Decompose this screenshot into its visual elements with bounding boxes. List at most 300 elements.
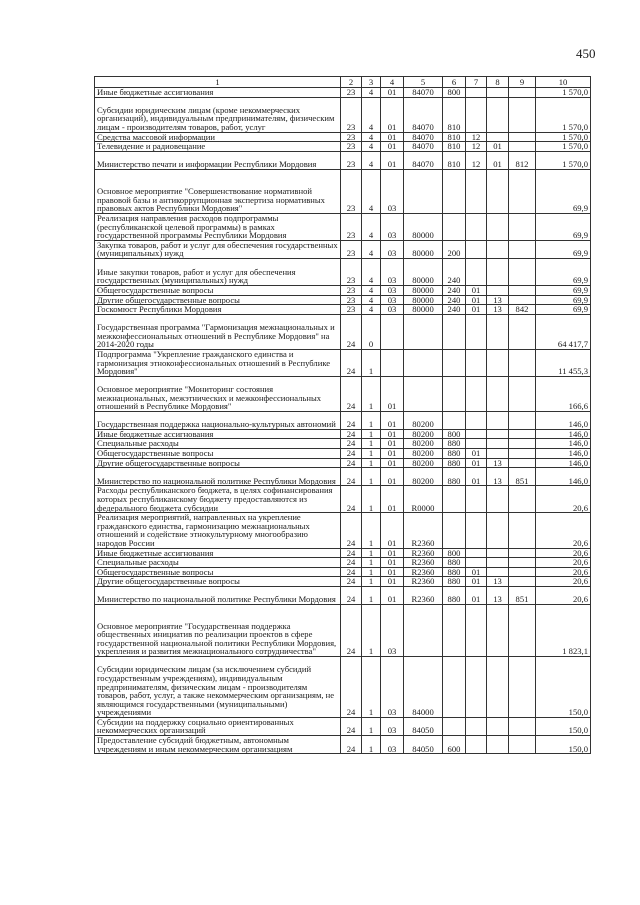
col7-value: 12	[466, 151, 487, 169]
col4-value: 03	[381, 656, 404, 717]
col2-value: 23	[341, 142, 362, 152]
amount-value: 150,0	[536, 656, 591, 717]
col7-value	[466, 411, 487, 429]
col7-value	[466, 439, 487, 449]
col8-value	[487, 240, 509, 258]
col7-value	[466, 736, 487, 754]
col7-value: 12	[466, 132, 487, 142]
col9-value	[509, 349, 536, 376]
table-row	[95, 458, 591, 468]
col7-value	[466, 717, 487, 735]
col2-value: 24	[341, 448, 362, 458]
amount-value: 166,6	[536, 376, 591, 411]
row-name: Субсидии юридическим лицам (кроме некоммерческих организаций), индивидуальным предпринимателям, физическим лицам - производителям товаров, работ, услуг	[95, 97, 341, 132]
col5-value: 80200	[404, 429, 443, 439]
col5-value	[404, 376, 443, 411]
col2-value: 24	[341, 558, 362, 568]
amount-value: 69,9	[536, 258, 591, 285]
col6-value: 880	[443, 448, 466, 458]
col2-value: 24	[341, 458, 362, 468]
col2-value: 23	[341, 285, 362, 295]
row-name: Иные бюджетные ассигнования	[95, 548, 341, 558]
table-row	[95, 586, 591, 604]
col3-value: 4	[362, 305, 381, 315]
table-row	[95, 468, 591, 486]
col9-value	[509, 429, 536, 439]
col5-value: 80200	[404, 448, 443, 458]
row-name: Основное мероприятие "Государственная поддержка общественных инициатив по реализации проектов в сфере государственной национальной политики Республики Мордовия, укрепления и развития межнационального сотрудничества"	[95, 604, 341, 656]
col4-value: 01	[381, 586, 404, 604]
col4-value: 01	[381, 513, 404, 548]
col5-value: 80200	[404, 458, 443, 468]
column-header: 10	[536, 77, 591, 88]
col6-value: 240	[443, 295, 466, 305]
col3-value: 1	[362, 558, 381, 568]
col6-value: 880	[443, 577, 466, 587]
row-name: Министерство печати и информации Республики Мордовия	[95, 151, 341, 169]
col4-value: 01	[381, 486, 404, 513]
col3-value: 4	[362, 169, 381, 213]
table-row	[95, 717, 591, 735]
col5-value: R2360	[404, 558, 443, 568]
col5-value: R2360	[404, 513, 443, 548]
col6-value: 240	[443, 305, 466, 315]
col5-value: 80200	[404, 411, 443, 429]
col3-value: 1	[362, 458, 381, 468]
col7-value: 01	[466, 285, 487, 295]
col9-value: 812	[509, 151, 536, 169]
col6-value	[443, 411, 466, 429]
amount-value: 1 570,0	[536, 151, 591, 169]
col7-value: 01	[466, 305, 487, 315]
row-name: Телевидение и радиовещание	[95, 142, 341, 152]
col5-value: R2360	[404, 586, 443, 604]
col7-value: 01	[466, 567, 487, 577]
amount-value: 20,6	[536, 548, 591, 558]
col8-value	[487, 314, 509, 349]
table-row	[95, 513, 591, 548]
col2-value: 24	[341, 376, 362, 411]
row-name: Расходы республиканского бюджета, в целях софинансирования которых республиканскому бюджету предоставляются из федерального бюджета субсидии	[95, 486, 341, 513]
col9-value	[509, 314, 536, 349]
col8-value	[487, 717, 509, 735]
col7-value: 01	[466, 458, 487, 468]
col6-value	[443, 349, 466, 376]
row-name: Иные бюджетные ассигнования	[95, 429, 341, 439]
col5-value: 84070	[404, 142, 443, 152]
col3-value: 4	[362, 97, 381, 132]
col4-value: 01	[381, 558, 404, 568]
row-name: Субсидии юридическим лицам (за исключением субсидий государственным учреждениям), индивидуальным предпринимателям, физическим лицам - производителям товаров, работ, услуг, а также некоммерческим организациям, не являющимся государственными (муниципальными) учреждениями	[95, 656, 341, 717]
col6-value: 800	[443, 88, 466, 98]
amount-value: 69,9	[536, 285, 591, 295]
amount-value: 20,6	[536, 577, 591, 587]
col6-value: 880	[443, 468, 466, 486]
row-name: Министерство по национальной политике Республики Мордовия	[95, 586, 341, 604]
table-row	[95, 169, 591, 213]
col8-value: 13	[487, 295, 509, 305]
amount-value: 20,6	[536, 586, 591, 604]
col9-value	[509, 213, 536, 240]
col4-value: 01	[381, 468, 404, 486]
col6-value	[443, 486, 466, 513]
col9-value: 842	[509, 305, 536, 315]
col9-value	[509, 285, 536, 295]
col8-value	[487, 548, 509, 558]
col7-value	[466, 604, 487, 656]
col8-value	[487, 169, 509, 213]
table-row	[95, 132, 591, 142]
col7-value	[466, 213, 487, 240]
col6-value	[443, 656, 466, 717]
table-row	[95, 97, 591, 132]
table-row	[95, 258, 591, 285]
column-header: 2	[341, 77, 362, 88]
row-name: Другие общегосударственные вопросы	[95, 577, 341, 587]
col6-value: 810	[443, 142, 466, 152]
col4-value: 01	[381, 132, 404, 142]
col5-value: 84000	[404, 656, 443, 717]
col9-value	[509, 558, 536, 568]
amount-value: 150,0	[536, 717, 591, 735]
col5-value: 84070	[404, 132, 443, 142]
col4-value: 01	[381, 151, 404, 169]
col4-value: 03	[381, 169, 404, 213]
column-header: 7	[466, 77, 487, 88]
col9-value	[509, 132, 536, 142]
col2-value: 24	[341, 586, 362, 604]
table-row	[95, 151, 591, 169]
col3-value: 1	[362, 656, 381, 717]
col9-value	[509, 736, 536, 754]
table-row	[95, 429, 591, 439]
col8-value: 13	[487, 305, 509, 315]
col6-value	[443, 169, 466, 213]
col7-value	[466, 88, 487, 98]
col4-value: 01	[381, 458, 404, 468]
row-name: Общегосударственные вопросы	[95, 448, 341, 458]
col6-value: 200	[443, 240, 466, 258]
col6-value	[443, 717, 466, 735]
col8-value	[487, 558, 509, 568]
col4-value: 01	[381, 448, 404, 458]
col5-value: R2360	[404, 577, 443, 587]
col3-value: 4	[362, 132, 381, 142]
amount-value: 69,9	[536, 295, 591, 305]
row-name: Общегосударственные вопросы	[95, 285, 341, 295]
table-row	[95, 314, 591, 349]
amount-value: 69,9	[536, 240, 591, 258]
col8-value	[487, 88, 509, 98]
col3-value: 1	[362, 567, 381, 577]
col3-value: 4	[362, 258, 381, 285]
col2-value: 24	[341, 314, 362, 349]
col5-value: 80000	[404, 240, 443, 258]
column-header: 3	[362, 77, 381, 88]
table-row	[95, 295, 591, 305]
col3-value: 1	[362, 349, 381, 376]
col8-value	[487, 513, 509, 548]
col5-value: R0000	[404, 486, 443, 513]
col6-value	[443, 213, 466, 240]
col2-value: 23	[341, 169, 362, 213]
col6-value: 810	[443, 151, 466, 169]
col3-value: 1	[362, 448, 381, 458]
col6-value: 810	[443, 132, 466, 142]
col2-value: 24	[341, 411, 362, 429]
col4-value: 03	[381, 240, 404, 258]
col3-value: 1	[362, 439, 381, 449]
row-name: Иные бюджетные ассигнования	[95, 88, 341, 98]
col7-value: 01	[466, 448, 487, 458]
col9-value: 851	[509, 468, 536, 486]
col9-value	[509, 577, 536, 587]
col3-value: 0	[362, 314, 381, 349]
col5-value	[404, 349, 443, 376]
col4-value: 03	[381, 213, 404, 240]
col6-value: 600	[443, 736, 466, 754]
col9-value	[509, 97, 536, 132]
amount-value: 146,0	[536, 458, 591, 468]
col7-value: 01	[466, 468, 487, 486]
col4-value	[381, 349, 404, 376]
col2-value: 24	[341, 567, 362, 577]
col9-value	[509, 486, 536, 513]
amount-value: 1 570,0	[536, 97, 591, 132]
row-name: Предоставление субсидий бюджетным, автономным учреждениям и иным некоммерческим организациям	[95, 736, 341, 754]
col2-value: 24	[341, 736, 362, 754]
col4-value: 03	[381, 736, 404, 754]
col2-value: 23	[341, 97, 362, 132]
row-name: Основное мероприятие "Мониторинг состояния межнациональных, межэтнических и межконфессиональных отношений в Республике Мордовия"	[95, 376, 341, 411]
col8-value: 01	[487, 142, 509, 152]
col9-value	[509, 439, 536, 449]
col4-value: 03	[381, 604, 404, 656]
row-name: Субсидии на поддержку социально ориентированных некоммерческих организаций	[95, 717, 341, 735]
col9-value	[509, 258, 536, 285]
col4-value: 03	[381, 295, 404, 305]
amount-value: 69,9	[536, 169, 591, 213]
col2-value: 24	[341, 349, 362, 376]
row-name: Государственная программа "Гармонизация межнациональных и межконфессиональных отношений в Республике Мордовия" на 2014-2020 годы	[95, 314, 341, 349]
col9-value	[509, 295, 536, 305]
col5-value: 84070	[404, 97, 443, 132]
col3-value: 1	[362, 411, 381, 429]
col3-value: 4	[362, 88, 381, 98]
col8-value	[487, 429, 509, 439]
col9-value	[509, 142, 536, 152]
col4-value: 03	[381, 305, 404, 315]
col2-value: 23	[341, 213, 362, 240]
col6-value: 880	[443, 586, 466, 604]
col2-value: 23	[341, 258, 362, 285]
col2-value: 24	[341, 468, 362, 486]
col7-value	[466, 169, 487, 213]
table-row	[95, 577, 591, 587]
col5-value: 80200	[404, 468, 443, 486]
col7-value	[466, 429, 487, 439]
col2-value: 24	[341, 577, 362, 587]
col6-value	[443, 604, 466, 656]
col4-value: 01	[381, 429, 404, 439]
col6-value: 880	[443, 558, 466, 568]
col2-value: 24	[341, 429, 362, 439]
amount-value: 146,0	[536, 468, 591, 486]
col2-value: 23	[341, 88, 362, 98]
col5-value: 84070	[404, 151, 443, 169]
amount-value: 146,0	[536, 411, 591, 429]
col5-value: 80000	[404, 285, 443, 295]
col7-value	[466, 376, 487, 411]
col8-value	[487, 376, 509, 411]
col3-value: 1	[362, 604, 381, 656]
col4-value: 01	[381, 88, 404, 98]
column-header: 9	[509, 77, 536, 88]
col9-value	[509, 411, 536, 429]
col3-value: 1	[362, 376, 381, 411]
col3-value: 1	[362, 429, 381, 439]
table-row	[95, 567, 591, 577]
table-row	[95, 736, 591, 754]
col3-value: 1	[362, 548, 381, 558]
table-row	[95, 604, 591, 656]
col7-value	[466, 314, 487, 349]
amount-value: 146,0	[536, 429, 591, 439]
col7-value	[466, 656, 487, 717]
table-row	[95, 656, 591, 717]
table-row	[95, 305, 591, 315]
table-row	[95, 142, 591, 152]
row-name: Реализация мероприятий, направленных на укрепление гражданского единства, гармонизацию межнациональных отношений и содействие этнокультурному многообразию народов России	[95, 513, 341, 548]
col5-value: 84050	[404, 717, 443, 735]
row-name: Основное мероприятие "Совершенствование нормативной правовой базы и антикоррупционная экспертиза нормативных правовых актов Республики Мордовия"	[95, 169, 341, 213]
col2-value: 24	[341, 439, 362, 449]
col5-value: 84050	[404, 736, 443, 754]
col4-value: 03	[381, 717, 404, 735]
col7-value	[466, 97, 487, 132]
col6-value: 240	[443, 258, 466, 285]
col6-value	[443, 314, 466, 349]
col5-value: 80000	[404, 258, 443, 285]
table-row	[95, 88, 591, 98]
col2-value: 24	[341, 486, 362, 513]
col8-value	[487, 656, 509, 717]
col3-value: 4	[362, 295, 381, 305]
col4-value: 01	[381, 97, 404, 132]
col6-value	[443, 376, 466, 411]
col8-value	[487, 736, 509, 754]
col5-value: 80000	[404, 295, 443, 305]
col4-value: 01	[381, 376, 404, 411]
amount-value: 150,0	[536, 736, 591, 754]
col4-value: 01	[381, 411, 404, 429]
column-header: 4	[381, 77, 404, 88]
col8-value: 13	[487, 586, 509, 604]
col6-value: 810	[443, 97, 466, 132]
col9-value	[509, 169, 536, 213]
column-header: 6	[443, 77, 466, 88]
col5-value: R2360	[404, 548, 443, 558]
table-body	[95, 88, 591, 754]
col9-value	[509, 548, 536, 558]
col7-value	[466, 258, 487, 285]
table-row	[95, 411, 591, 429]
col3-value: 4	[362, 285, 381, 295]
col5-value: 80000	[404, 305, 443, 315]
col3-value: 1	[362, 486, 381, 513]
amount-value: 69,9	[536, 305, 591, 315]
col8-value	[487, 439, 509, 449]
col3-value: 1	[362, 513, 381, 548]
col7-value	[466, 558, 487, 568]
row-name: Реализация направления расходов подпрограммы (республиканской целевой программы) в рамках государственной программы Республики Мордовия	[95, 213, 341, 240]
col7-value	[466, 349, 487, 376]
col5-value	[404, 314, 443, 349]
col2-value: 24	[341, 548, 362, 558]
amount-value: 146,0	[536, 439, 591, 449]
row-name: Государственная поддержка национально-культурных автономий	[95, 411, 341, 429]
col9-value	[509, 240, 536, 258]
col6-value: 880	[443, 567, 466, 577]
col3-value: 4	[362, 142, 381, 152]
table-row	[95, 285, 591, 295]
col4-value: 01	[381, 142, 404, 152]
col2-value: 24	[341, 656, 362, 717]
row-name: Общегосударственные вопросы	[95, 567, 341, 577]
col8-value	[487, 285, 509, 295]
col4-value: 03	[381, 285, 404, 295]
col9-value	[509, 88, 536, 98]
col8-value: 13	[487, 577, 509, 587]
col8-value	[487, 349, 509, 376]
col9-value	[509, 513, 536, 548]
col6-value	[443, 513, 466, 548]
col7-value	[466, 486, 487, 513]
column-header: 8	[487, 77, 509, 88]
amount-value: 20,6	[536, 486, 591, 513]
table-row	[95, 448, 591, 458]
col5-value: 84070	[404, 88, 443, 98]
row-name: Специальные расходы	[95, 439, 341, 449]
col8-value	[487, 97, 509, 132]
amount-value: 64 417,7	[536, 314, 591, 349]
col8-value	[487, 258, 509, 285]
col7-value: 01	[466, 586, 487, 604]
col7-value: 01	[466, 295, 487, 305]
amount-value: 69,9	[536, 213, 591, 240]
row-name: Другие общегосударственные вопросы	[95, 458, 341, 468]
col4-value: 01	[381, 577, 404, 587]
col6-value: 800	[443, 548, 466, 558]
table-row	[95, 240, 591, 258]
row-name: Иные закупки товаров, работ и услуг для обеспечения государственных (муниципальных) нужд	[95, 258, 341, 285]
col7-value	[466, 513, 487, 548]
col9-value	[509, 448, 536, 458]
table-row	[95, 439, 591, 449]
col3-value: 4	[362, 240, 381, 258]
col6-value: 880	[443, 439, 466, 449]
col6-value: 800	[443, 429, 466, 439]
amount-value: 1 570,0	[536, 88, 591, 98]
amount-value: 1 823,1	[536, 604, 591, 656]
col5-value: 80000	[404, 213, 443, 240]
amount-value: 11 455,3	[536, 349, 591, 376]
col4-value: 01	[381, 548, 404, 558]
amount-value: 146,0	[536, 448, 591, 458]
col7-value: 12	[466, 142, 487, 152]
col9-value	[509, 717, 536, 735]
col3-value: 1	[362, 586, 381, 604]
